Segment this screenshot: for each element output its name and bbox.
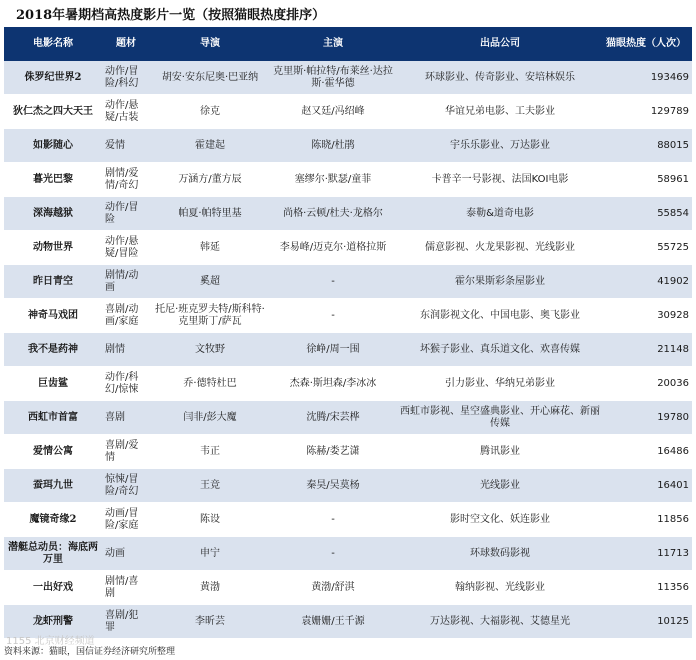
table-row [4, 367, 692, 401]
cell-cast: 尚格·云顿/杜夫·龙格尔 [270, 197, 396, 231]
table-body [4, 61, 692, 639]
table-row [4, 61, 692, 95]
cell-cast: 李易峰/迈克尔·道格拉斯 [270, 231, 396, 265]
cell-cast: 陈晓/杜鹃 [270, 129, 396, 163]
cell-movie-name: 龙虾刑警 [4, 605, 102, 639]
cell-company: 环球数码影视 [396, 537, 604, 571]
cell-heat: 88015 [604, 129, 692, 163]
cell-movie-name: 暮光巴黎 [4, 163, 102, 197]
cell-genre: 爱情 [102, 129, 150, 163]
cell-heat: 16486 [604, 435, 692, 469]
table-row [4, 469, 692, 503]
cell-movie-name: 侏罗纪世界2 [4, 61, 102, 95]
cell-heat: 11856 [604, 503, 692, 537]
cell-movie-name: 魔镜奇缘2 [4, 503, 102, 537]
table-row [4, 503, 692, 537]
cell-heat: 55725 [604, 231, 692, 265]
table-row [4, 299, 692, 333]
table-row [4, 197, 692, 231]
cell-genre: 动作/悬疑/冒险 [102, 231, 150, 265]
cell-movie-name: 昨日青空 [4, 265, 102, 299]
cell-heat: 11713 [604, 537, 692, 571]
cell-director: 陈设 [150, 503, 270, 537]
cell-genre: 喜剧/动画/家庭 [102, 299, 150, 333]
cell-cast: - [270, 265, 396, 299]
cell-heat: 11356 [604, 571, 692, 605]
cell-heat: 21148 [604, 333, 692, 367]
cell-director: 韩延 [150, 231, 270, 265]
header-row [4, 27, 692, 61]
table-row [4, 333, 692, 367]
cell-genre: 动作/冒险/科幻 [102, 61, 150, 95]
cell-movie-name: 巨齿鲨 [4, 367, 102, 401]
table-row [4, 163, 692, 197]
cell-director: 托尼·班克罗夫特/斯科特·克里斯丁/萨瓦 [150, 299, 270, 333]
cell-director: 奚超 [150, 265, 270, 299]
movies-table [4, 27, 692, 639]
cell-heat: 58961 [604, 163, 692, 197]
cell-company: 西虹市影视、星空盛典影业、开心麻花、新丽传媒 [396, 401, 604, 435]
cell-movie-name: 动物世界 [4, 231, 102, 265]
cell-company: 东润影视文化、中国电影、奥飞影业 [396, 299, 604, 333]
cell-company: 引力影业、华纳兄弟影业 [396, 367, 604, 401]
cell-company: 翰纳影视、光线影业 [396, 571, 604, 605]
cell-company: 宇乐乐影业、万达影业 [396, 129, 604, 163]
cell-genre: 剧情/动画 [102, 265, 150, 299]
cell-movie-name: 潜艇总动员：海底两万里 [4, 537, 102, 571]
cell-heat: 16401 [604, 469, 692, 503]
cell-movie-name: 爱情公寓 [4, 435, 102, 469]
cell-cast: 秦昊/吴莫杨 [270, 469, 396, 503]
source-note: 资料来源：猫眼，国信证券经济研究所整理 [4, 647, 176, 657]
cell-movie-name: 深海越狱 [4, 197, 102, 231]
table-row [4, 129, 692, 163]
cell-heat: 55854 [604, 197, 692, 231]
cell-director: 乔·德特杜巴 [150, 367, 270, 401]
cell-company: 影时空文化、妖连影业 [396, 503, 604, 537]
cell-genre: 动作/冒险 [102, 197, 150, 231]
cell-genre: 喜剧 [102, 401, 150, 435]
cell-director: 文牧野 [150, 333, 270, 367]
cell-heat: 19780 [604, 401, 692, 435]
table-title: 2018年暑期档高热度影片一览（按照猫眼热度排序） [16, 8, 326, 23]
header-name: 电影名称 [4, 27, 102, 61]
table-row [4, 401, 692, 435]
cell-company: 霍尔果斯彩条屋影业 [396, 265, 604, 299]
cell-movie-name: 神奇马戏团 [4, 299, 102, 333]
cell-cast: 塞缪尔·默瑟/童菲 [270, 163, 396, 197]
table-row [4, 435, 692, 469]
cell-genre: 剧情/喜剧 [102, 571, 150, 605]
header-heat: 猫眼热度（人次） [604, 27, 692, 61]
cell-cast: 陈赫/娄艺潇 [270, 435, 396, 469]
header-cast: 主演 [270, 27, 396, 61]
cell-company: 华谊兄弟电影、工夫影业 [396, 95, 604, 129]
cell-movie-name: 一出好戏 [4, 571, 102, 605]
cell-genre: 动作/科幻/惊悚 [102, 367, 150, 401]
cell-company: 环球影业、传奇影业、安培林娱乐 [396, 61, 604, 95]
cell-genre: 喜剧/爱情 [102, 435, 150, 469]
cell-cast: 袁姗姗/王千源 [270, 605, 396, 639]
cell-company: 坏猴子影业、真乐道文化、欢喜传媒 [396, 333, 604, 367]
table-row [4, 571, 692, 605]
cell-movie-name: 如影随心 [4, 129, 102, 163]
cell-cast: 赵又廷/冯绍峰 [270, 95, 396, 129]
cell-genre: 动画 [102, 537, 150, 571]
cell-cast: - [270, 503, 396, 537]
cell-genre: 喜剧/犯罪 [102, 605, 150, 639]
cell-heat: 41902 [604, 265, 692, 299]
cell-movie-name: 蚕珥九世 [4, 469, 102, 503]
cell-director: 胡安·安东尼奥·巴亚纳 [150, 61, 270, 95]
cell-movie-name: 狄仁杰之四大天王 [4, 95, 102, 129]
cell-company: 泰勒&道奇电影 [396, 197, 604, 231]
cell-heat: 20036 [604, 367, 692, 401]
cell-director: 徐克 [150, 95, 270, 129]
table-row [4, 265, 692, 299]
cell-director: 帕夏·帕特里基 [150, 197, 270, 231]
cell-movie-name: 我不是药神 [4, 333, 102, 367]
header-genre: 题材 [102, 27, 150, 61]
cell-director: 王竞 [150, 469, 270, 503]
cell-cast: - [270, 299, 396, 333]
cell-director: 黄渤 [150, 571, 270, 605]
cell-cast: - [270, 537, 396, 571]
cell-genre: 动作/悬疑/古装 [102, 95, 150, 129]
cell-cast: 杰森·斯坦森/李冰冰 [270, 367, 396, 401]
cell-genre: 动画/冒险/家庭 [102, 503, 150, 537]
cell-director: 闫非/彭大魔 [150, 401, 270, 435]
cell-movie-name: 西虹市首富 [4, 401, 102, 435]
cell-company: 光线影业 [396, 469, 604, 503]
cell-company: 腾讯影业 [396, 435, 604, 469]
cell-director: 申宁 [150, 537, 270, 571]
cell-company: 卡普辛一号影视、法国KOI电影 [396, 163, 604, 197]
cell-company: 儒意影视、火龙果影视、光线影业 [396, 231, 604, 265]
cell-cast: 克里斯·帕拉特/布莱丝·达拉斯·霍华德 [270, 61, 396, 95]
cell-cast: 沈腾/宋芸桦 [270, 401, 396, 435]
table-row [4, 95, 692, 129]
table-row [4, 231, 692, 265]
cell-heat: 30928 [604, 299, 692, 333]
cell-cast: 黄渤/舒淇 [270, 571, 396, 605]
cell-director: 万涵方/董方辰 [150, 163, 270, 197]
table-row [4, 537, 692, 571]
header-director: 导演 [150, 27, 270, 61]
cell-heat: 10125 [604, 605, 692, 639]
cell-director: 霍建起 [150, 129, 270, 163]
header-company: 出品公司 [396, 27, 604, 61]
cell-heat: 129789 [604, 95, 692, 129]
cell-genre: 惊悚/冒险/奇幻 [102, 469, 150, 503]
table-row [4, 605, 692, 639]
cell-director: 韦正 [150, 435, 270, 469]
cell-heat: 193469 [604, 61, 692, 95]
watermark: 1155 北京财经频道 [6, 636, 95, 647]
cell-director: 李昕芸 [150, 605, 270, 639]
cell-genre: 剧情/爱情/奇幻 [102, 163, 150, 197]
cell-genre: 剧情 [102, 333, 150, 367]
cell-cast: 徐峥/周一围 [270, 333, 396, 367]
cell-company: 万达影视、大福影视、艾德星光 [396, 605, 604, 639]
